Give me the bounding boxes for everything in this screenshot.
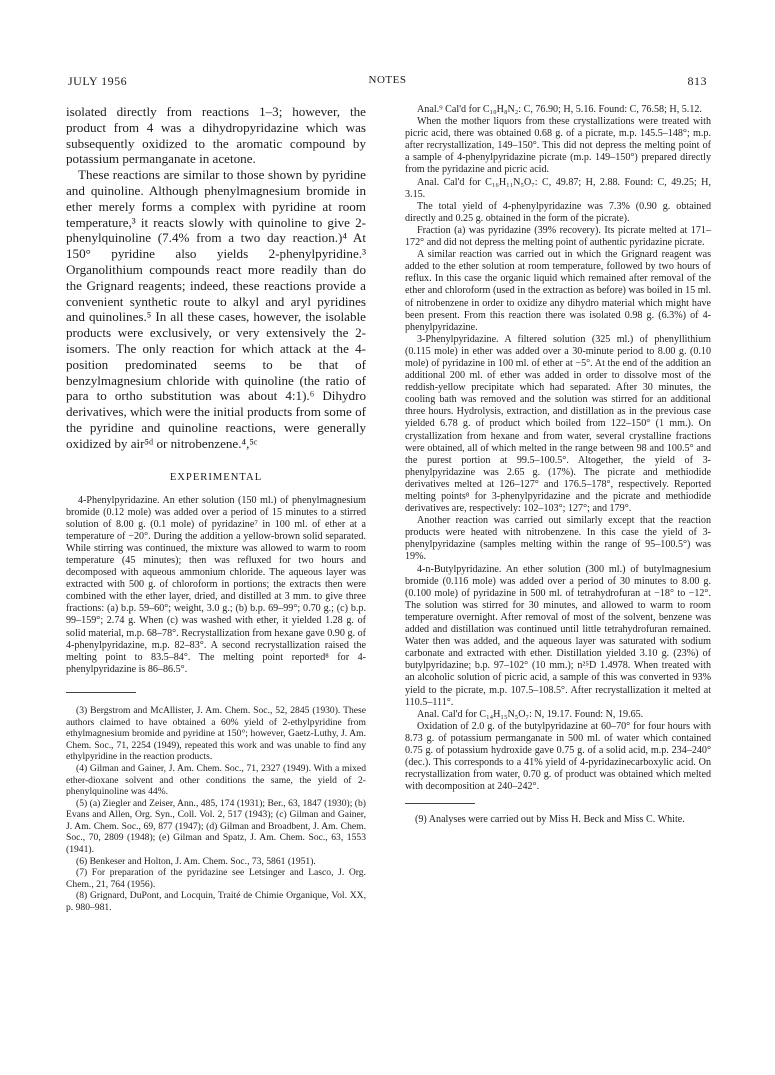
footnotes-left <box>66 692 366 914</box>
intro-paragraph: These reactions are similar to those shown by pyridine and quinoline. Although phenylmagnesium bromide in ether merely forms a complex with pyridine at room temperature,³ it reacts slowly with quinoline to give 2-phenylquinoline (7.4% from a two day reaction.)⁴ At 150° pyridine also yields 2-phenylpyridine.³ Organolithium compounds react more readily than do the Grignard reagents; indeed, these reactions provide a convenient synthetic route to alkyl and aryl pyridines and quinolines.⁵ In all these cases, however, the isolable products were exclusively, or very extensively the 2-isomers. The only reaction for which attack at the 4-position predominated seems to be that of benzylmagnesium chloride with quinoline (the ratio of para to ortho substitution was about 4:1).⁶ Dihydro derivatives, which were the initial products from some of the pyridine and quinoline reactions, were generally oxidized by air⁵ᵈ or nitrobenzene.⁴,⁵ᶜ <box>66 167 366 451</box>
analysis-paragraph: Anal. Cal'd for C₁₄H₁₅N₅O₇: N, 19.17. Found: N, 19.65. <box>417 708 644 720</box>
footnote: (6) Benkeser and Holton, J. Am. Chem. Soc., 73, 5861 (1951). <box>76 855 316 867</box>
left-column <box>66 104 366 914</box>
footnote: (5) (a) Ziegler and Zeiser, Ann., 485, 174 (1931); Ber., 63, 1847 (1930); (b) Evans and Allen, Org. Syn., Coll. Vol. 2, 517 (1943); (c) Gilman and Gainer, J. Am. Chem. Soc., 69, 877 (1947); (d) Gilman and Broadbent, J. Am. Chem. Soc., 70, 2809 (1948); (e) Gilman and Spatz, J. Am. Chem. Soc., 63, 1553 (1941). <box>66 797 366 856</box>
footnote: (7) For preparation of the pyridazine see Letsinger and Lasco, J. Org. Chem., 21, 764 (1956). <box>66 867 366 890</box>
right-column <box>405 104 711 826</box>
body-paragraph: Oxidation of 2.0 g. of the butylpyridazine at 60–70° for four hours with 8.73 g. of potassium permanganate in 500 ml. of water which contained 0.75 g. of potassium hydroxide gave 0.75 g. of a solid acid, m.p. 234–240° (dec.). This corresponds to a 41% yield of 4-pyridazinecarboxylic acid. On recrystallization from water, 0.70 g. of product was obtained which melted with decomposition at 240–242°. <box>405 720 711 793</box>
footnote: (8) Grignard, DuPont, and Locquin, Traité de Chimie Organique, Vol. XX, p. 980–981. <box>66 890 366 914</box>
running-header-date: JULY 1956 <box>68 74 128 88</box>
footnote: (4) Gilman and Gainer, J. Am. Chem. Soc., 71, 2327 (1949). With a mixed ether-dioxane solvent and other conditions the same, the yield of 2-phenylquinoline was 44%. <box>66 762 366 798</box>
footnote: (9) Analyses were carried out by Miss H. Beck and Miss C. White. <box>415 814 685 826</box>
body-paragraph: Another reaction was carried out similarly except that the reaction products were heated with nitrobenzene. In this case the yield of 3-phenylpyridazine (samples melting within the range of 95–100.5°) was 19%. <box>405 515 711 563</box>
body-paragraph: Fraction (a) was pyridazine (39% recovery). Its picrate melted at 171–172° and did not depress the melting point of authentic pyridazine picrate. <box>405 224 711 249</box>
body-paragraph: 4-n-Butylpyridazine. An ether solution (300 ml.) of butylmagnesium bromide (0.116 mole) was added over a period of 30 minutes to 8.00 g. (0.100 mole) of pyridazine in 500 ml. of tetrahydrofuran at −18° to −12°. The solution was stirred for 30 minutes, and allowed to warm to room temperature overnight. After removal of most of the solvent, benzene was added and distillation was continued until little tetrahydrofuran remained. Water then was added, and the aqueous layer was saturated with sodium carbonate and extracted with ether. Distillation yielded 3.10 g. (23%) of butylpyridazine; b.p. 97–102° (10 mm.); n²⁵D 1.4978. When treated with an alcoholic solution of picric acid, a sample of this was converted in 93% yield to the picrate, m.p. 107.5–108.5°. After recrystallization it melted at 110.5–111°. <box>405 563 711 708</box>
analysis-paragraph: Anal.⁹ Cal'd for C₁₀H₈N₂: C, 76.90; H, 5.16. Found: C, 76.58; H, 5.12. <box>417 104 702 115</box>
body-paragraph: A similar reaction was carried out in which the Grignard reagent was added to the ether solution at room temperature, followed by two hours of reflux. In this case the organic liquid which remained after removal of the ether and chloroform (used in the extraction as before) was boiled in 15 ml. of nitrobenzene in order to oxidize any dihydro material which might have been present. From this reaction there was isolated 0.98 g. (6.3%) of 4-phenylpyridazine. <box>405 249 711 333</box>
footnote: (3) Bergstrom and McAllister, J. Am. Chem. Soc., 52, 2845 (1930). These authors claimed to have obtained a 60% yield of 2-ethylpyridine from ethylmagnesium bromide and pyridine at 150°; however, Gaetz-Luthy, J. Am. Chem. Soc., 71, 2254 (1949), repeated this work and was unable to find any ethylpyridine in the reaction products. <box>66 704 366 763</box>
experimental-text <box>66 495 366 676</box>
running-header-section: NOTES <box>368 74 407 86</box>
body-paragraph: The total yield of 4-phenylpyridazine was 7.3% (0.90 g. obtained directly and 0.25 g. obtained in the form of the picrate). <box>405 200 711 224</box>
experimental-paragraph: 4-Phenylpyridazine. An ether solution (150 ml.) of phenylmagnesium bromide (0.12 mole) was added over a period of 15 minutes to a stirred solution of 8.00 g. (0.1 mole) of pyridazine⁷ in 100 ml. of ether at a temperature of −20°. During the addition a yellow-brown solid separated. While stirring was continued, the mixture was allowed to warm to room temperature (45 minutes); then was refluxed for two hours and decomposed with aqueous ammonium chloride. The aqueous layer was extracted with 500 g. of chloroform in portions; the extracts then were combined with the ether layer, dried, and distilled at 3 mm. to give three fractions: (a) b.p. 59–60°; weight, 3.0 g.; (b) b.p. 69–99°; 0.70 g.; (c) b.p. 99–159°; 2.74 g. When (c) was washed with ether, it yielded 1.28 g. of solid material, m.p. 68–78°. Recrystallization from hexane gave 0.90 g. of 4-phenylpyridazine, m.p. 82–83°. A second recrystallization raised the melting point to 83.5–84°. The melting point reported⁸ for 4-phenylpyridazine is 86–86.5°. <box>66 494 366 675</box>
analysis-paragraph: Anal. Cal'd for C₁₆H₁₁N₅O₇: C, 49.87; H, 2.88. Found: C, 49.25; H, 3.15. <box>405 176 711 200</box>
intro-text <box>66 104 366 452</box>
body-paragraph: 3-Phenylpyridazine. A filtered solution (325 ml.) of phenyllithium (0.115 mole) in ether was added over a 30-minute period to 8.00 g. (0.10 mole) of pyridazine in 100 ml. of ether at −5°. At the end of the addition an additional 200 ml. of ether was added in order to dissolve most of the reddish-yellow precipitate which had separated. After 30 minutes, the cooling bath was removed and the solution was stirred for an additional three hours. Hydrolysis, extraction, and distillation as in the previous case yielded 6.78 g. of product which boiled from 122–150° (1 mm.). On crystallization from hexane and from water, several crystalline fractions were obtained, all of which melted in the range between 98 and 100.5° and the purest portion at 99.5–100.5°. Altogether, the yield of 3-phenylpyridazine was 2.65 g. (17%). The picrate and methiodide derivatives melted at 126–127° and 176.5–178°, respectively. Reported melting points⁸ for 3-phenylpyridazine and the picrate and methiodide derivatives are, respectively: 102–103°; 127°; and 179°. <box>405 333 711 515</box>
section-heading: EXPERIMENTAL <box>169 471 263 483</box>
page-number: 813 <box>687 74 707 88</box>
body-paragraph: When the mother liquors from these crystallizations were treated with picric acid, there was obtained 0.68 g. of a picrate, m.p. 145.5–148°; m.p. after recrystallization, 149–150°. This did not depress the melting point of a sample of 4-phenylpyridazine picrate (m.p. 149–150°) prepared directly from the pyridazine and picric acid. <box>405 116 711 176</box>
intro-paragraph: isolated directly from reactions 1–3; however, the product from 4 was a dihydropyridazine which was subsequently oxidized to the aromatic compound by potassium permanganate in acetone. <box>66 104 366 167</box>
